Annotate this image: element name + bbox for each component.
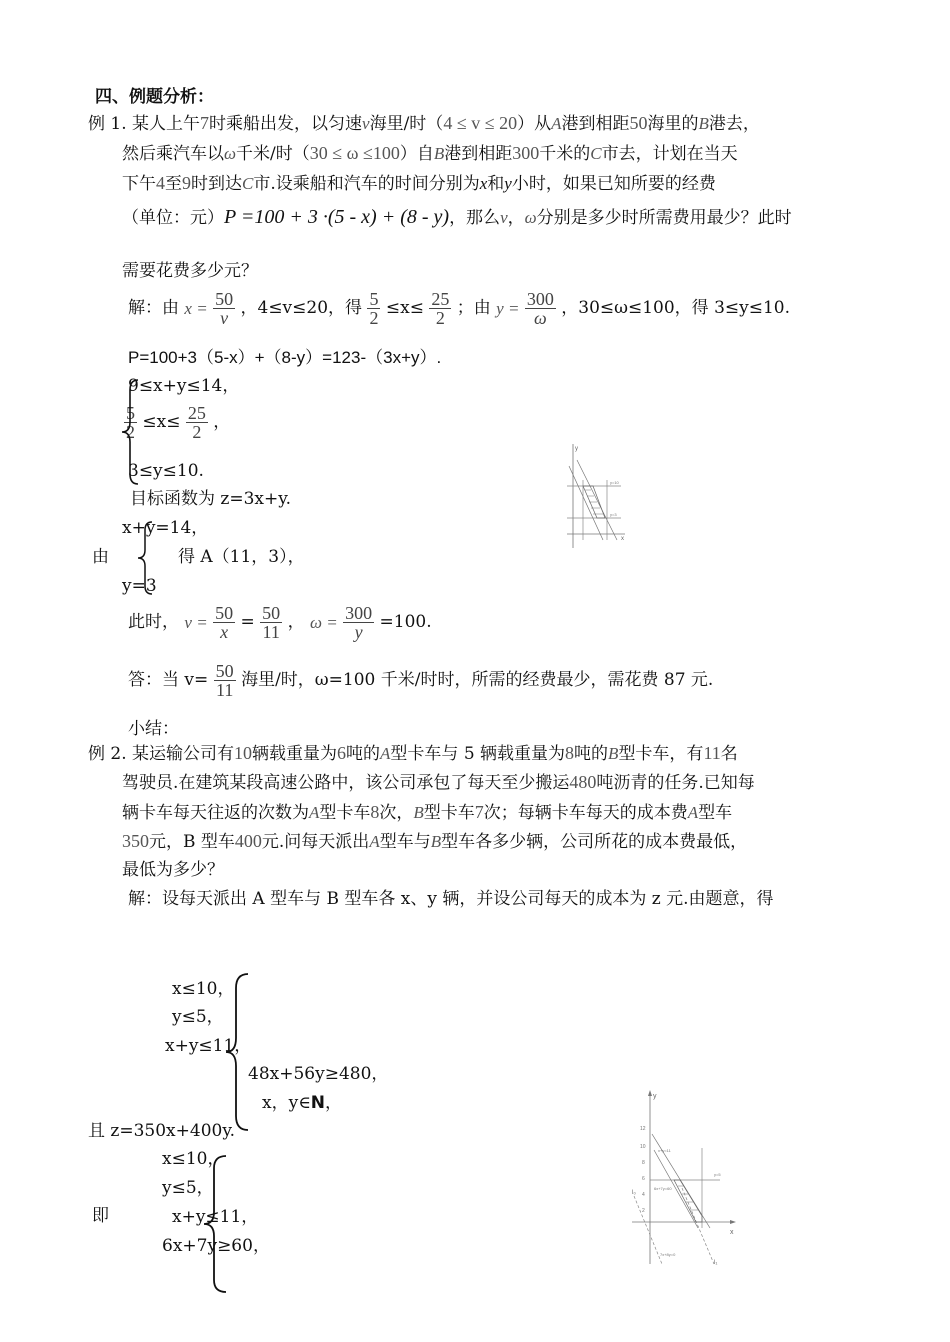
fig2-label-l1: l₁ — [714, 1260, 718, 1266]
ex1-line-3 — [122, 174, 716, 194]
text: 型车与 — [379, 832, 431, 852]
math-expr: ω = — [309, 613, 338, 632]
ex2-solution: 解：设每天派出 A 型车与 B 型车各 x、y 辆，并设公司每天的成本为 z 元.由题意，得 — [128, 889, 774, 909]
fraction-50-over-x — [213, 604, 235, 641]
fig1-line-2 — [569, 466, 603, 540]
denominator: 11 — [216, 680, 234, 700]
math-var: B — [608, 744, 619, 763]
ex1-answer — [128, 662, 713, 699]
text: 元.问每天派出 — [261, 832, 370, 852]
constraint-load: 48x+56y≥480， — [248, 1064, 389, 1084]
text: 时到达 — [191, 174, 242, 194]
math-number: 9 — [182, 173, 191, 193]
text: 型车各多少辆，公司所花的成本费最低， — [441, 832, 748, 852]
eq-x-plus-y-14: x+y=14， — [122, 518, 209, 538]
math-number: 350 — [122, 831, 149, 851]
fraction-25-over-2 — [186, 404, 208, 441]
figure-2-feasible-region — [622, 1088, 742, 1270]
fig2-y-label: y — [653, 1093, 657, 1100]
text: 型卡车 — [319, 803, 371, 823]
fig2-tick-10: 10 — [640, 1144, 646, 1150]
numerator: 25 — [431, 289, 450, 309]
math-number: 50 — [629, 113, 648, 133]
numerator: 50 — [215, 661, 234, 681]
text: 市.设乘船和汽车的时间分别为 — [253, 174, 480, 194]
ji-label: 即 — [92, 1206, 109, 1226]
ex2-line-4 — [122, 832, 747, 852]
fig1-y3-label: y=3 — [610, 512, 617, 517]
math-number: 400 — [234, 831, 262, 851]
fraction-50-over-v — [213, 290, 235, 327]
ex1-solution-1 — [128, 290, 790, 327]
text: ）从 — [517, 114, 552, 134]
fig2-tick-2: 2 — [642, 1208, 645, 1214]
fig2-x-label: x — [730, 1229, 734, 1236]
fig2-tick-12: 12 — [640, 1126, 646, 1132]
cost-formula: P =100 + 3 ·(5 - x) + (8 - y) — [224, 206, 450, 228]
fraction-300-over-omega — [525, 290, 556, 327]
math-var: y — [504, 174, 512, 193]
text: 时乘船出发，以匀速 — [209, 114, 363, 134]
text: 海里/时（ — [369, 114, 444, 134]
fig2-line-l1 — [682, 1188, 714, 1264]
math-var: A — [687, 803, 699, 822]
fig1-y-label: y — [575, 446, 578, 452]
math-var: v — [500, 208, 508, 227]
text: 分别是多少时所需费用最少？此时 — [536, 208, 792, 228]
you-label: 由 — [92, 547, 109, 567]
fraction-50-over-11 — [260, 604, 282, 641]
ex1-line-4 — [122, 206, 792, 228]
denominator: v — [220, 308, 229, 328]
constraint2-x-le-10: x≤10， — [162, 1149, 225, 1169]
text: 下午 — [122, 174, 156, 194]
ex1-line-2 — [122, 144, 738, 164]
system1-line-3: 3≤y≤10. — [128, 461, 204, 481]
text: ）自 — [399, 144, 434, 164]
constraint-sum-le-11: x+y≤11， — [165, 1036, 252, 1056]
numerator: 300 — [345, 603, 373, 623]
fig2-x-arrow — [730, 1220, 736, 1224]
math-number: 4 — [156, 173, 165, 193]
fig1-x-label: x — [621, 536, 624, 542]
left-brace-3 — [222, 972, 252, 1132]
left-brace-2 — [134, 520, 156, 596]
numerator: 25 — [187, 403, 206, 423]
text: ， — [507, 208, 525, 228]
left-brace-1 — [118, 378, 142, 486]
text: 吨的 — [574, 744, 609, 764]
fig2-shaded-region — [674, 1180, 702, 1222]
text: 元，B 型车 — [149, 832, 235, 852]
text: 型卡车与 5 辆载重量为 — [390, 744, 566, 764]
text: 然后乘汽车以 — [122, 144, 224, 164]
math-var: C — [590, 144, 602, 163]
constraint-integer — [262, 1094, 342, 1113]
numerator: 50 — [215, 289, 234, 309]
numerator: 300 — [526, 289, 554, 309]
math-expr: x = — [184, 299, 208, 318]
math-var: B — [430, 832, 442, 851]
text: 海里的 — [647, 114, 699, 134]
fig2-tick-8: 8 — [642, 1160, 645, 1166]
p-expression: P=100+3（5-x）+（8-y）=123-（3x+y）. — [128, 348, 442, 367]
denominator: 2 — [192, 422, 202, 442]
math-var: A — [309, 803, 320, 822]
text: 解：由 — [128, 298, 179, 318]
text: ，4≤v≤20，得 — [240, 298, 363, 318]
left-brace-4 — [200, 1154, 230, 1296]
math-var: v — [362, 114, 370, 133]
denominator: 2 — [126, 422, 135, 442]
fig2-label-sum11: x+y=11 — [658, 1148, 671, 1153]
objective-z: 且 z=350x+400y. — [88, 1121, 236, 1141]
text: 答：当 v= — [128, 670, 209, 690]
system1-line-1: 9≤x+y≤14， — [128, 376, 240, 396]
text: ≤x≤ — [385, 298, 424, 318]
denominator: y — [354, 622, 363, 642]
math-expr: y = — [496, 299, 520, 318]
math-number: 10 — [234, 743, 253, 763]
ex1-then-line — [128, 604, 432, 641]
text: 例 1. 某人上午 — [88, 114, 201, 134]
math-var: A — [369, 832, 380, 851]
math-number: 300 — [512, 143, 540, 163]
math-number: 8 — [370, 802, 380, 822]
ex2-line-3 — [122, 803, 732, 823]
math-var: A — [551, 114, 562, 133]
math-number: 480 — [569, 772, 597, 792]
math-range: 4 ≤ v ≤ 20 — [443, 113, 518, 133]
fig2-label-l0: l₀ — [632, 1190, 636, 1196]
eq-y-3: y=3 — [122, 576, 157, 596]
math-var: C — [242, 174, 254, 193]
text: 海里/时，ω=100 千米/时时，所需的经费最少，需花费 87 元. — [241, 670, 714, 690]
fraction-50-over-11 — [214, 662, 236, 699]
numerator: 50 — [215, 603, 234, 623]
naturals-symbol: N — [310, 1093, 326, 1113]
numerator: 5 — [126, 403, 135, 423]
fraction-300-over-y — [343, 604, 374, 641]
point-a-result: 得 A（11，3）， — [178, 547, 305, 567]
math-var: x — [479, 174, 488, 193]
ex2-line-5: 最低为多少？ — [122, 860, 224, 880]
constraint2-y-le-5: y≤5， — [162, 1178, 214, 1198]
math-number: 7 — [200, 113, 210, 133]
fig2-tick-4: 4 — [642, 1192, 645, 1198]
text: ，30≤ω≤100，得 3≤y≤10. — [561, 298, 791, 318]
text: 次；每辆卡车每天的成本费 — [483, 803, 688, 823]
constraint2-6x7y: 6x+7y≥60， — [162, 1236, 270, 1256]
text: 型卡车 — [423, 803, 475, 823]
summary-label: 小结： — [128, 719, 179, 739]
fraction-5-over-2 — [367, 290, 380, 327]
text: 例 2. 某运输公司有 — [88, 744, 235, 764]
text: 此时， — [128, 612, 179, 632]
ex2-line-1 — [88, 744, 738, 764]
text: ， — [325, 1093, 343, 1113]
numerator: 50 — [262, 603, 281, 623]
constraint2-sum-le-11: x+y≤11， — [172, 1207, 259, 1227]
math-number: 8 — [565, 743, 575, 763]
math-number: 11 — [703, 743, 721, 763]
math-expr: v = — [184, 613, 208, 632]
fig2-label-6x7y: 6x+7y=60 — [654, 1186, 672, 1191]
text: 辆卡车每天往返的次数为 — [122, 803, 309, 823]
text: 名 — [720, 744, 738, 764]
math-var: ω — [224, 144, 237, 163]
denominator: x — [220, 622, 229, 642]
text: 港去， — [708, 114, 760, 134]
fig1-y10-label: y=10 — [610, 480, 619, 485]
text: 辆载重量为 — [252, 744, 338, 764]
fraction-25-over-2 — [429, 290, 451, 327]
text: 港到相距 — [444, 144, 513, 164]
text: 次， — [379, 803, 414, 823]
section-title: 四、例题分析： — [95, 87, 214, 107]
denominator: 2 — [369, 308, 379, 328]
text: 吨沥青的任务.已知每 — [596, 773, 755, 793]
fig2-y-arrow — [648, 1090, 652, 1096]
text: （单位：元） — [122, 208, 224, 228]
fig2-line-l0 — [634, 1196, 662, 1264]
constraint-x-le-10: x≤10， — [172, 979, 235, 999]
constraint-y-le-5: y≤5， — [172, 1007, 224, 1027]
text: ， — [213, 412, 231, 432]
objective-function: 目标函数为 z=3x+y. — [130, 489, 292, 509]
numerator: 5 — [369, 289, 379, 309]
text: 港到相距 — [561, 114, 630, 134]
denominator: ω — [533, 308, 547, 328]
text: 型车 — [698, 803, 733, 823]
text: ，那么 — [449, 208, 501, 228]
math-var: B — [413, 803, 424, 822]
math-range: 30 ≤ ω ≤100 — [309, 143, 400, 163]
text: 千米/时（ — [236, 144, 310, 164]
ex2-line-2 — [122, 773, 755, 793]
fig2-tick-6: 6 — [642, 1176, 645, 1182]
ex1-line-1 — [88, 114, 760, 134]
math-number: 6 — [337, 743, 347, 763]
text: = — [240, 612, 255, 632]
math-var: A — [380, 744, 391, 763]
math-number: 7 — [474, 802, 484, 822]
fig2-label-y5: y=5 — [714, 1172, 721, 1177]
text: 市去，计划在当天 — [601, 144, 738, 164]
math-var: ω — [524, 208, 537, 227]
text: 吨的 — [346, 744, 381, 764]
text: 驾驶员.在建筑某段高速公路中，该公司承包了每天至少搬运 — [122, 773, 570, 793]
denominator: 11 — [262, 622, 280, 642]
text: 千米的 — [539, 144, 591, 164]
denominator: 2 — [435, 308, 445, 328]
text: =100. — [379, 612, 432, 632]
text: 型卡车，有 — [618, 744, 704, 764]
ex1-line-5: 需要花费多少元？ — [122, 261, 258, 281]
text: 至 — [165, 174, 182, 194]
text: ≤x≤ — [142, 412, 181, 432]
text: x，y∈ — [262, 1093, 311, 1113]
text: 小时，如果已知所要的经费 — [511, 174, 716, 194]
text: 和 — [487, 174, 505, 194]
text: ；由 — [456, 298, 491, 318]
text: ， — [287, 612, 305, 632]
figure-1-feasible-region — [563, 440, 638, 552]
math-var: B — [433, 144, 445, 163]
fig2-label-7x8y: 7x+8y=0 — [660, 1252, 676, 1257]
math-var: B — [698, 114, 709, 133]
